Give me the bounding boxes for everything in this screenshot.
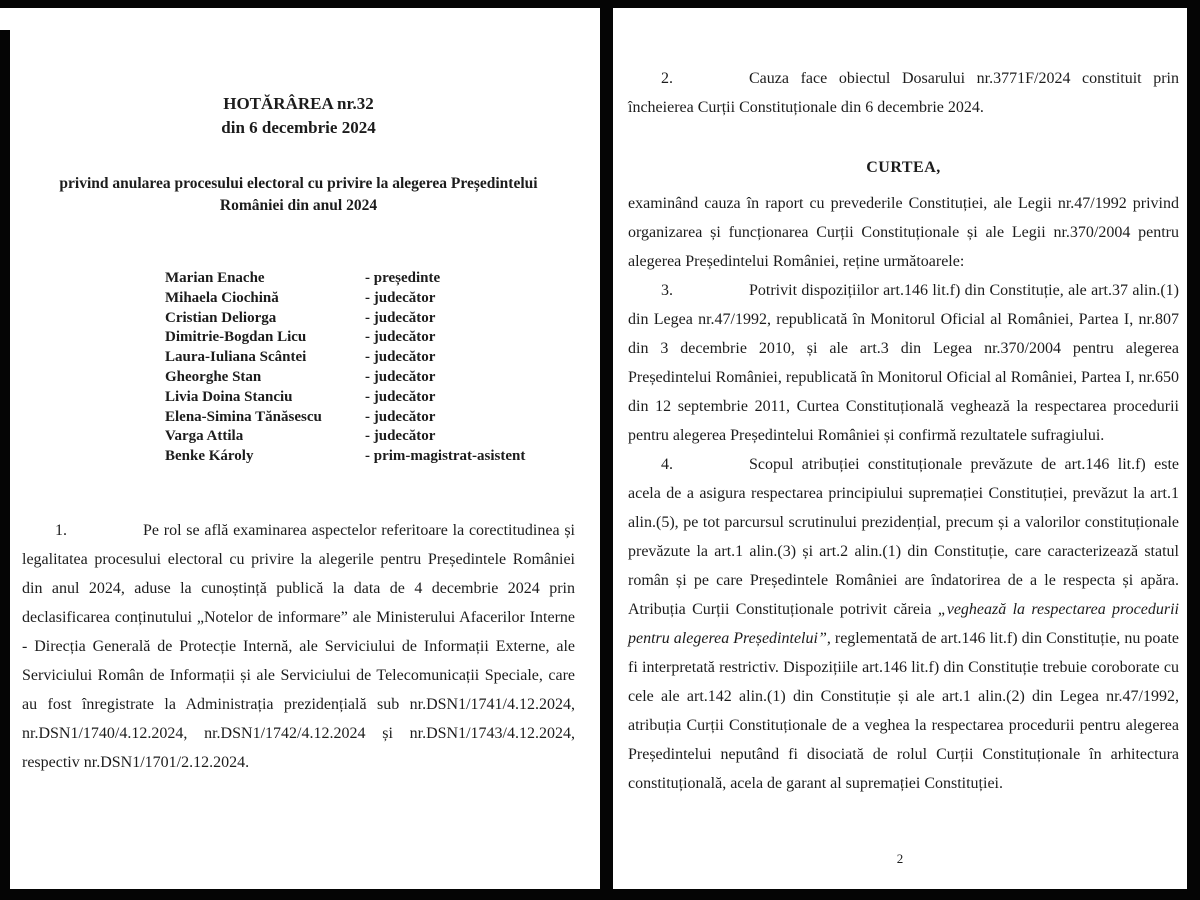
judge-name: Cristian Deliorga <box>165 309 277 326</box>
paragraph-1-number: 1. <box>55 521 67 539</box>
judge-row <box>165 368 575 388</box>
paragraph-2 <box>628 64 1179 122</box>
judge-row <box>165 388 575 408</box>
frame-bar-left <box>0 30 10 900</box>
paragraph-4-quote: „veghează la respectarea procedurii pentru alegerea Președintelui” <box>628 601 1179 647</box>
judge-row <box>165 328 575 348</box>
paragraph-3-number: 3. <box>661 282 673 299</box>
judge-role: - judecător <box>365 329 436 346</box>
judge-role: - prim-magistrat-asistent <box>365 448 526 465</box>
paragraph-2-number: 2. <box>661 70 673 87</box>
frame-bar-right <box>1187 0 1200 900</box>
decision-title-line1: HOTĂRÂREA nr.32 <box>223 94 374 113</box>
judge-row <box>165 408 575 428</box>
judge-role: - președinte <box>365 270 441 286</box>
judge-row <box>165 427 575 447</box>
judge-name: Benke Károly <box>165 448 254 465</box>
judge-name: Gheorghe Stan <box>165 368 262 385</box>
judge-row <box>165 447 575 467</box>
document-page-left <box>10 8 600 889</box>
judge-name: Livia Doina Stanciu <box>165 388 293 405</box>
court-heading: CURTEA, <box>866 159 941 176</box>
judge-role: - judecător <box>365 428 436 445</box>
judge-row <box>165 289 575 309</box>
judge-role: - judecător <box>365 368 436 385</box>
paragraph-3 <box>628 276 1179 450</box>
judge-name: Elena-Simina Tănăsescu <box>165 408 322 425</box>
judges-list <box>165 269 575 467</box>
judge-role: - judecător <box>365 349 436 366</box>
judge-role: - judecător <box>365 309 436 326</box>
paragraph-1-text: Pe rol se află examinarea aspectelor referitoare la corectitudinea și legalitatea procesului electoral cu privire la alegerile pentru Președintele României din anul 2024, aduse la cunoștință publică la data de 4 decembrie 2024 prin declasificarea conținutului „Notelor de informare” ale Ministerului Afacerilor Interne - Direcția Generală de Protecție Internă, ale Serviciului de Informații Externe, ale Serviciului Român de Informații și ale Serviciului de Telecomunicații Speciale, care au fost înregistrate la Administrația prezidențială sub nr.DSN1/1741/4.12.2024, nr.DSN1/1740/4.12.2024, nr.DSN1/1742/4.12.2024 și nr.DSN1/1743/4.12.2024, respectiv nr.DSN1/1701/2.12.2024. <box>22 521 575 771</box>
document-page-right <box>613 8 1187 889</box>
page-divider-bar <box>600 0 613 900</box>
judge-row <box>165 269 575 289</box>
decision-title-line2: din 6 decembrie 2024 <box>221 118 376 137</box>
judge-role: - judecător <box>365 388 436 405</box>
decision-title <box>22 92 575 140</box>
decision-subtitle: privind anularea procesului electoral cu privire la alegerea Președintelui României din anul 2024 <box>59 175 538 214</box>
judge-name: Varga Attila <box>165 428 244 445</box>
paragraph-4-number: 4. <box>661 456 673 473</box>
judge-name: Marian Enache <box>165 270 265 286</box>
paragraph-examining: examinând cauza în raport cu prevederile Constituției, ale Legii nr.47/1992 privind organizarea și funcționarea Curții Constituționale și ale Legii nr.370/2004 pentru alegerea Președintelui României, reține următoarele: <box>628 195 1179 270</box>
judge-role: - judecător <box>365 408 436 425</box>
paragraph-2-text: Cauza face obiectul Dosarului nr.3771F/2024 constituit prin încheierea Curții Constituționale din 6 decembrie 2024. <box>628 70 1179 116</box>
judge-row <box>165 348 575 368</box>
page-number: 2 <box>896 851 904 866</box>
paragraph-1 <box>22 516 575 777</box>
paragraph-4 <box>628 450 1179 798</box>
judge-row <box>165 309 575 329</box>
paragraph-4-text-after: , reglementată de art.146 lit.f) din Constituție, nu poate fi interpretată restrictiv. Dispozițiile art.146 lit.f) din Constituție trebuie coroborate cu cele ale art.142 alin.(1) din Constituție și ale art.1 alin.(2) din Legea nr.47/1992, atribuția Curții Constituționale de a veghea la respectarea procedurii pentru alegerea Președintelui neputând fi disociată de rolul Curții Constituționale în arhitectura constituțională, acela de garant al supremației Constituției. <box>628 630 1179 792</box>
judge-role: - judecător <box>365 289 436 306</box>
judge-name: Mihaela Ciochină <box>165 289 279 306</box>
paragraph-4-text-before: Scopul atribuției constituționale prevăzute de art.146 lit.f) este acela de a asigura respectarea principiului supremației Constituției, prevăzut la art.1 alin.(5), pe tot parcursul scrutinului prezidențial, precum și a valorilor constituționale prevăzute la art.1 alin.(3) și art.2 alin.(1) din Constituție, care caracterizează statul român și pe care Președintele României are îndatorirea de a le respecta și apăra. Atribuția Curții Constituționale potrivit căreia <box>628 456 1179 618</box>
paragraph-3-text: Potrivit dispozițiilor art.146 lit.f) din Constituție, ale art.37 alin.(1) din Legea nr.47/1992, republicată în Monitorul Oficial al României, Partea I, nr.807 din 3 decembrie 2010, și ale art.3 din Legea nr.370/2004 pentru alegerea Președintelui României, republicată în Monitorul Oficial al României, Partea I, nr.650 din 12 septembrie 2011, Curtea Constituțională veghează la respectarea procedurii pentru alegerea Președintelui României și confirmă rezultatele sufragiului. <box>628 282 1179 444</box>
judge-name: Laura-Iuliana Scântei <box>165 349 307 366</box>
judge-name: Dimitrie-Bogdan Licu <box>165 329 307 346</box>
